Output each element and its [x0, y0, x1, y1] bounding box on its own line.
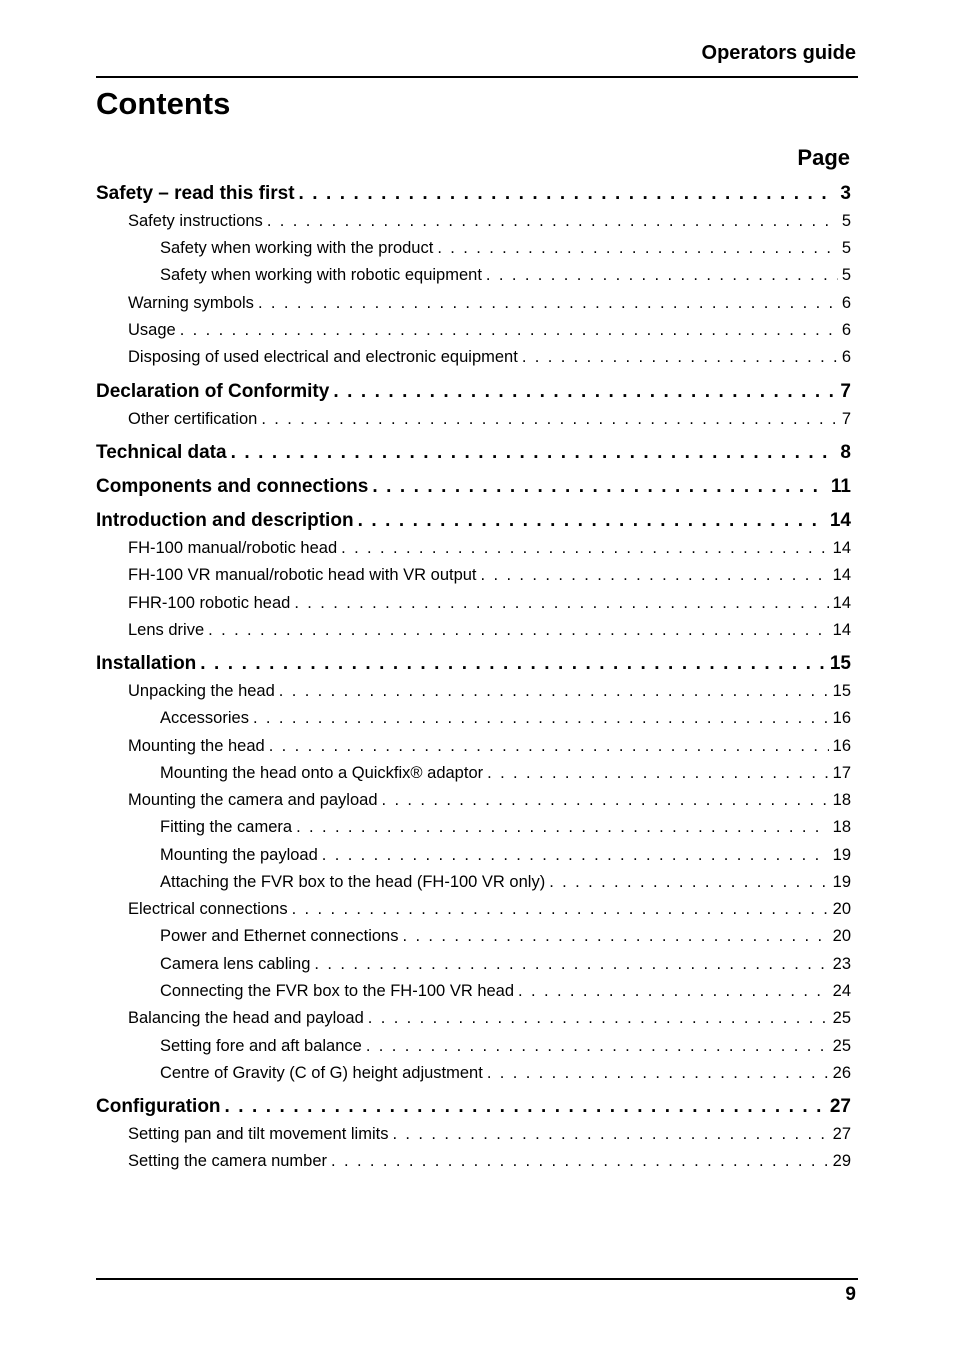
toc-entry[interactable] — [128, 410, 851, 432]
toc-entry-page: 19 — [832, 846, 851, 864]
toc-entry[interactable] — [160, 1037, 851, 1059]
toc-entry-page: 25 — [832, 1037, 851, 1055]
header-rule — [96, 76, 858, 78]
document-title: Operators guide — [701, 42, 856, 64]
toc-entry-page: 18 — [832, 791, 851, 809]
toc-entry-label: Warning symbols — [128, 294, 254, 312]
toc-entry-label: Mounting the head — [128, 737, 265, 755]
dot-leader — [368, 1009, 829, 1028]
dot-leader — [231, 442, 837, 464]
toc-entry-label: Technical data — [96, 442, 227, 463]
toc-entry-page: 20 — [832, 927, 851, 945]
dot-leader — [487, 1064, 829, 1083]
toc-entry-page: 3 — [840, 183, 851, 204]
dot-leader — [392, 1125, 828, 1144]
dot-leader — [253, 709, 829, 728]
toc-entry-page: 7 — [841, 410, 851, 428]
toc-entry-label: FH-100 VR manual/robotic head with VR output — [128, 566, 477, 584]
toc-entry-page: 24 — [832, 982, 851, 1000]
toc-entry-label: Introduction and description — [96, 510, 354, 531]
dot-leader — [296, 818, 829, 837]
toc-section[interactable] — [96, 1096, 851, 1120]
dot-leader — [225, 1096, 826, 1118]
toc-entry-page: 15 — [829, 653, 851, 674]
toc-entry-page: 14 — [829, 510, 851, 531]
toc-entry-page: 27 — [832, 1125, 851, 1143]
toc-entry[interactable] — [160, 266, 851, 288]
dot-leader — [486, 266, 838, 285]
toc-entry-label: Declaration of Conformity — [96, 381, 330, 402]
dot-leader — [331, 1152, 829, 1171]
toc-section[interactable] — [96, 442, 851, 466]
toc-entry[interactable] — [160, 764, 851, 786]
toc-entry-label: FHR-100 robotic head — [128, 594, 291, 612]
dot-leader — [314, 955, 828, 974]
toc-entry-page: 14 — [832, 539, 851, 557]
toc-entry-label: Safety when working with the product — [160, 239, 434, 257]
toc-entry-page: 5 — [841, 212, 851, 230]
toc-section[interactable] — [96, 653, 851, 677]
toc-entry-label: Centre of Gravity (C of G) height adjustment — [160, 1064, 483, 1082]
toc-entry[interactable] — [128, 900, 851, 922]
toc-entry-label: Electrical connections — [128, 900, 288, 918]
dot-leader — [372, 476, 827, 498]
toc-entry[interactable] — [128, 594, 851, 616]
toc-entry-page: 25 — [832, 1009, 851, 1027]
toc-entry-label: Mounting the payload — [160, 846, 318, 864]
toc-entry-label: Configuration — [96, 1096, 221, 1117]
dot-leader — [258, 294, 838, 313]
dot-leader — [261, 410, 838, 429]
toc-entry[interactable] — [160, 982, 851, 1004]
dot-leader — [294, 594, 828, 613]
dot-leader — [522, 348, 838, 367]
dot-leader — [403, 927, 829, 946]
toc-entry-page: 11 — [830, 476, 851, 497]
toc-entry-label: Installation — [96, 653, 197, 674]
toc-entry-page: 7 — [840, 381, 851, 402]
toc-entry-label: Safety instructions — [128, 212, 263, 230]
toc-entry[interactable] — [128, 539, 851, 561]
toc-entry-page: 16 — [832, 709, 851, 727]
toc-entry[interactable] — [160, 927, 851, 949]
dot-leader — [279, 682, 829, 701]
dot-leader — [200, 653, 826, 675]
dot-leader — [333, 381, 836, 403]
dot-leader — [487, 764, 829, 783]
toc-entry-label: Lens drive — [128, 621, 205, 639]
toc-entry-page: 20 — [832, 900, 851, 918]
toc-entry[interactable] — [128, 321, 851, 343]
toc-entry-label: Unpacking the head — [128, 682, 275, 700]
toc-entry-page: 29 — [832, 1152, 851, 1170]
toc-entry-page: 15 — [832, 682, 851, 700]
toc-entry[interactable] — [128, 737, 851, 759]
toc-entry-page: 14 — [832, 621, 851, 639]
dot-leader — [322, 846, 829, 865]
toc-entry-label: Mounting the camera and payload — [128, 791, 378, 809]
toc-entry[interactable] — [128, 1125, 851, 1147]
toc-entry-label: Other certification — [128, 410, 258, 428]
toc-entry-page: 6 — [841, 321, 851, 339]
toc-entry[interactable] — [128, 294, 851, 316]
toc-entry[interactable] — [128, 1009, 851, 1031]
toc-entry-label: Mounting the head onto a Quickfix® adaptor — [160, 764, 484, 782]
toc-entry-label: FH-100 manual/robotic head — [128, 539, 338, 557]
toc-entry-page: 6 — [841, 294, 851, 312]
toc-entry-page: 14 — [832, 594, 851, 612]
page-number: 9 — [845, 1284, 856, 1305]
toc-entry-label: Disposing of used electrical and electronic equipment — [128, 348, 518, 366]
toc-entry[interactable] — [160, 709, 851, 731]
toc-entry-label: Power and Ethernet connections — [160, 927, 399, 945]
dot-leader — [269, 737, 829, 756]
toc-entry[interactable] — [128, 348, 851, 370]
toc-entry[interactable] — [128, 791, 851, 813]
toc-entry-label: Fitting the camera — [160, 818, 293, 836]
dot-leader — [341, 539, 829, 558]
toc-entry-page: 6 — [841, 348, 851, 366]
toc-entry[interactable] — [128, 682, 851, 704]
toc-entry[interactable] — [128, 621, 851, 643]
dot-leader — [518, 982, 829, 1001]
dot-leader — [437, 239, 837, 258]
toc-entry[interactable] — [128, 1152, 851, 1174]
toc-entry-label: Setting the camera number — [128, 1152, 328, 1170]
toc-entry-page: 23 — [832, 955, 851, 973]
toc-entry-label: Setting pan and tilt movement limits — [128, 1125, 389, 1143]
toc-entry[interactable] — [160, 818, 851, 840]
toc-section[interactable] — [96, 510, 851, 534]
toc-section[interactable] — [96, 183, 851, 207]
toc-entry[interactable] — [160, 1064, 851, 1086]
toc-entry-page: 5 — [841, 266, 851, 284]
dot-leader — [180, 321, 838, 340]
dot-leader — [358, 510, 826, 532]
toc-entry-label: Safety when working with robotic equipment — [160, 266, 482, 284]
dot-leader — [299, 183, 837, 205]
toc-entry-page: 27 — [829, 1096, 851, 1117]
toc-entry-page: 14 — [832, 566, 851, 584]
footer-rule — [96, 1278, 858, 1280]
toc-entry-label: Setting fore and aft balance — [160, 1037, 362, 1055]
toc-section[interactable] — [96, 381, 851, 405]
toc-entry-label: Components and connections — [96, 476, 369, 497]
toc-entry[interactable] — [160, 846, 851, 868]
dot-leader — [382, 791, 829, 810]
toc-entry-label: Balancing the head and payload — [128, 1009, 364, 1027]
toc-entry-page: 26 — [832, 1064, 851, 1082]
dot-leader — [366, 1037, 829, 1056]
dot-leader — [208, 621, 829, 640]
toc-entry[interactable] — [160, 239, 851, 261]
toc-entry-page: 18 — [832, 818, 851, 836]
dot-leader — [267, 212, 838, 231]
toc-entry[interactable] — [128, 212, 851, 234]
toc-entry-page: 16 — [832, 737, 851, 755]
toc-entry-page: 19 — [832, 873, 851, 891]
toc-entry-label: Usage — [128, 321, 176, 339]
contents-heading: Contents — [96, 86, 231, 121]
toc-entry-label: Safety – read this first — [96, 183, 295, 204]
toc-section[interactable] — [96, 476, 851, 500]
toc-entry-label: Connecting the FVR box to the FH-100 VR head — [160, 982, 515, 1000]
toc-entry-page: 5 — [841, 239, 851, 257]
toc-entry-label: Accessories — [160, 709, 249, 727]
toc-entry[interactable] — [160, 873, 851, 895]
dot-leader — [292, 900, 829, 919]
page-column-label: Page — [797, 145, 850, 170]
toc-entry[interactable] — [160, 955, 851, 977]
toc-entry-page: 8 — [840, 442, 851, 463]
dot-leader — [549, 873, 828, 892]
toc-entry-label: Attaching the FVR box to the head (FH-100 VR only) — [160, 873, 546, 891]
dot-leader — [481, 566, 829, 585]
toc-entry-label: Camera lens cabling — [160, 955, 311, 973]
toc-entry-page: 17 — [832, 764, 851, 782]
toc-entry[interactable] — [128, 566, 851, 588]
